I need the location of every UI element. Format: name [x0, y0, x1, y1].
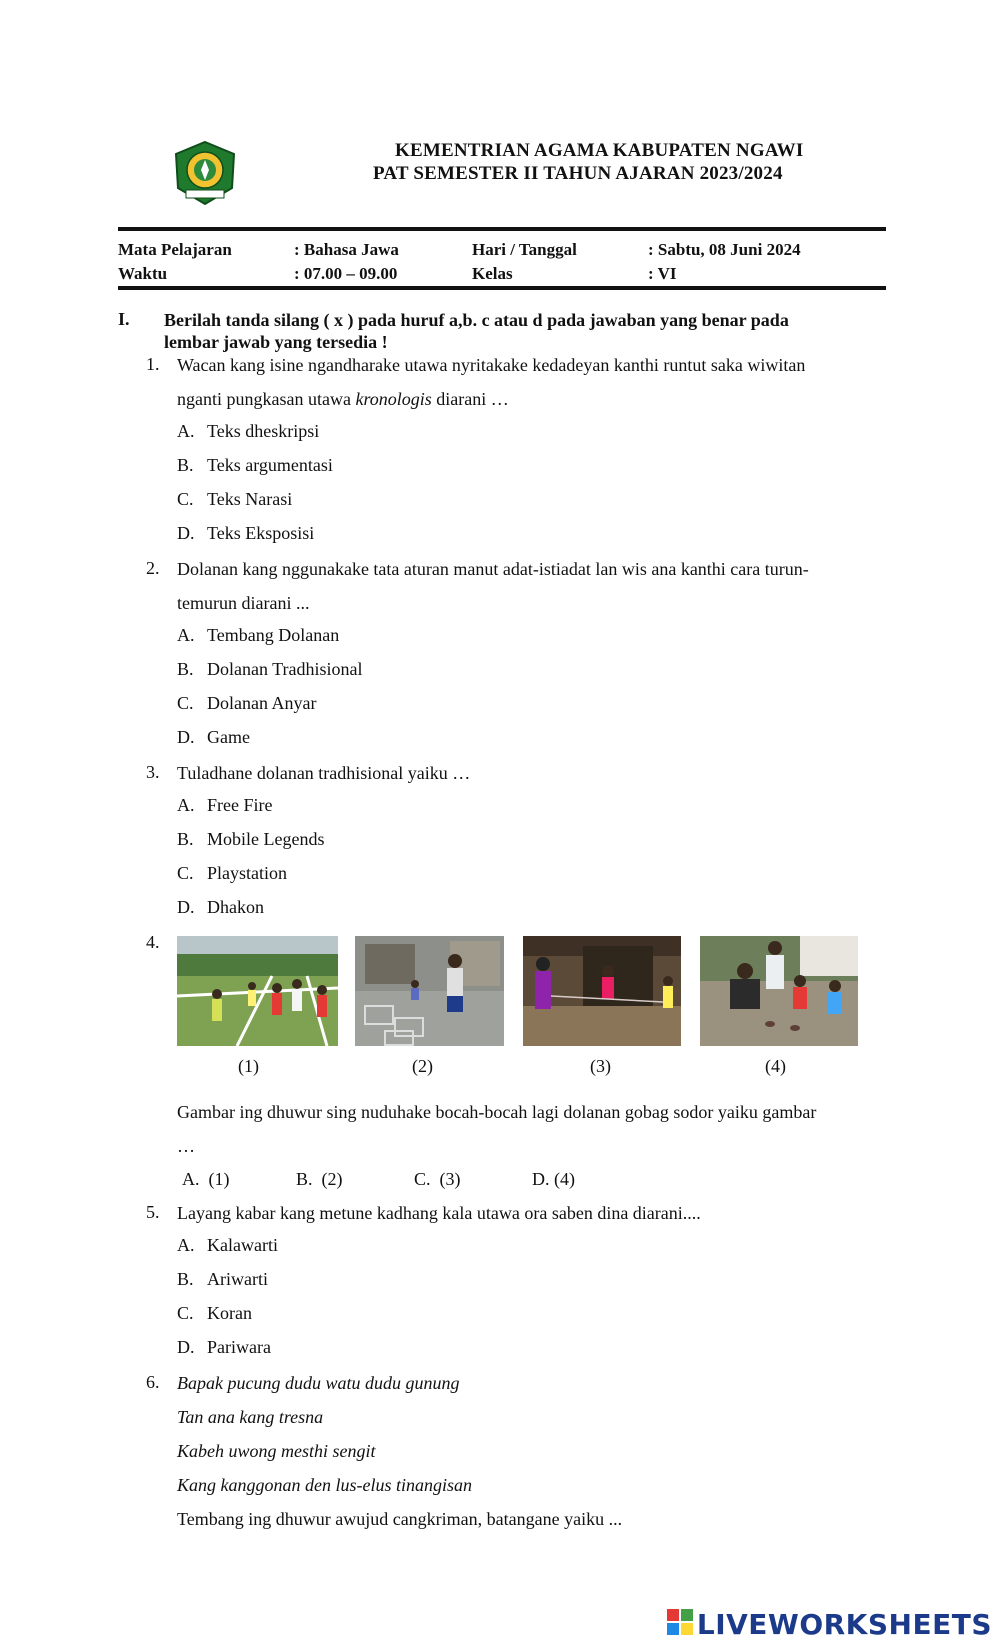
subject-value: : Bahasa Jawa: [294, 240, 399, 259]
option-text: Free Fire: [207, 795, 273, 815]
option-letter: A.: [177, 625, 195, 645]
question-number: 4.: [146, 932, 160, 952]
section-number: I.: [118, 309, 130, 329]
option-d[interactable]: [177, 1337, 271, 1358]
question-6-line: Tembang ing dhuwur awujud cangkriman, batangane yaiku ...: [177, 1509, 623, 1529]
question-number: 1.: [146, 354, 160, 374]
option-text: Tembang Dolanan: [207, 625, 340, 645]
instruction-line: lembar jawab yang tersedia !: [164, 332, 388, 352]
option-b[interactable]: [296, 1169, 343, 1190]
option-letter: C.: [177, 863, 194, 883]
verse-line: Bapak pucung dudu watu dudu gunung: [177, 1373, 460, 1393]
question-4-line: …: [177, 1136, 195, 1156]
class-value: : VI: [648, 264, 677, 283]
option-text: (2): [321, 1169, 343, 1189]
option-text: Teks argumentasi: [207, 455, 333, 475]
option-letter: A.: [177, 421, 195, 441]
verse-line: Kang kanggonan den lus-elus tinangisan: [177, 1475, 472, 1495]
option-letter: A.: [177, 1235, 195, 1255]
question-4-line: Gambar ing dhuwur sing nuduhake bocah-bocah lagi dolanan gobag sodor yaiku gambar: [177, 1102, 817, 1122]
option-letter: D.: [177, 897, 195, 917]
subject-label: Mata Pelajaran: [118, 240, 232, 259]
q1-italic-term: kronologis: [355, 389, 432, 409]
option-text: Mobile Legends: [207, 829, 325, 849]
option-text: Dhakon: [207, 897, 264, 917]
option-letter: A.: [182, 1169, 200, 1189]
caption-1: (1): [238, 1056, 259, 1076]
time-label: Waktu: [118, 264, 168, 283]
watermark-text: LIVEWORKSHEETS: [696, 1608, 992, 1641]
option-text: Dolanan Tradhisional: [207, 659, 363, 679]
option-text: Game: [207, 727, 250, 747]
option-letter: D.: [532, 1169, 550, 1189]
option-a[interactable]: [177, 421, 319, 442]
option-text: Playstation: [207, 863, 287, 883]
option-text: Pariwara: [207, 1337, 271, 1357]
option-letter: D.: [177, 727, 195, 747]
option-text: Teks Narasi: [207, 489, 293, 509]
day-value: : Sabtu, 08 Juni 2024: [648, 240, 801, 259]
option-text: Kalawarti: [207, 1235, 278, 1255]
caption-3: (3): [590, 1056, 611, 1076]
option-letter: D.: [177, 523, 195, 543]
day-label: Hari / Tanggal: [472, 240, 577, 259]
class-label: Kelas: [472, 264, 513, 283]
option-c[interactable]: [177, 693, 316, 714]
option-c[interactable]: [177, 1303, 252, 1324]
option-a[interactable]: [177, 1235, 278, 1256]
kemenag-emblem-icon: [172, 140, 238, 206]
liveworksheets-watermark[interactable]: [667, 1608, 992, 1641]
instruction-line: Berilah tanda silang ( x ) pada huruf a,b. c atau d pada jawaban yang benar pada: [164, 310, 789, 330]
option-a[interactable]: [182, 1169, 230, 1190]
option-text: (1): [208, 1169, 230, 1189]
option-letter: C.: [177, 693, 194, 713]
divider-top: [118, 227, 886, 231]
photo-2-image: [355, 936, 504, 1046]
q1-text: diarani …: [431, 389, 509, 409]
option-letter: D.: [177, 1337, 195, 1357]
verse-line: Tan ana kang tresna: [177, 1407, 324, 1427]
header-subtitle: PAT SEMESTER II TAHUN AJARAN 2023/2024: [373, 163, 783, 184]
caption-4: (4): [765, 1056, 786, 1076]
question-1-line: [177, 387, 509, 411]
option-letter: A.: [177, 795, 195, 815]
photo-4-image: [700, 936, 858, 1046]
question-1-line: Wacan kang isine ngandharake utawa nyritakake kedadeyan kanthi runtut saka wiwitan: [177, 355, 806, 375]
option-letter: C.: [177, 1303, 194, 1323]
option-d[interactable]: [177, 727, 250, 748]
header-title: KEMENTRIAN AGAMA KABUPATEN NGAWI: [395, 140, 804, 161]
divider-bottom: [118, 286, 886, 290]
option-text: (4): [554, 1169, 575, 1189]
question-number: 5.: [146, 1202, 160, 1222]
option-text: Teks Eksposisi: [207, 523, 315, 543]
option-letter: B.: [177, 659, 194, 679]
option-b[interactable]: [177, 659, 363, 680]
option-text: Dolanan Anyar: [207, 693, 317, 713]
verse-line: Kabeh uwong mesthi sengit: [177, 1441, 376, 1461]
option-d[interactable]: [177, 523, 314, 544]
option-text: Koran: [207, 1303, 252, 1323]
option-c[interactable]: [414, 1169, 461, 1190]
option-b[interactable]: [177, 1269, 268, 1290]
option-d[interactable]: [532, 1169, 575, 1190]
section-instruction: [164, 309, 884, 353]
option-letter: B.: [177, 1269, 194, 1289]
option-letter: C.: [177, 489, 194, 509]
photo-3-image: [523, 936, 681, 1046]
q1-text: nganti pungkasan utawa: [177, 389, 356, 409]
time-value: : 07.00 – 09.00: [294, 264, 398, 283]
option-b[interactable]: [177, 455, 333, 476]
photo-1-image: [177, 936, 338, 1046]
option-letter: B.: [296, 1169, 313, 1189]
caption-2: (2): [412, 1056, 433, 1076]
option-text: (3): [439, 1169, 461, 1189]
option-d[interactable]: [177, 897, 264, 918]
option-text: Ariwarti: [207, 1269, 268, 1289]
liveworksheets-logo-icon: [667, 1609, 693, 1640]
option-a[interactable]: [177, 625, 339, 646]
option-c[interactable]: [177, 489, 292, 510]
option-text: Teks dheskripsi: [207, 421, 320, 441]
question-3-line: Tuladhane dolanan tradhisional yaiku …: [177, 763, 471, 783]
option-letter: C.: [414, 1169, 431, 1189]
question-2-line: temurun diarani ...: [177, 593, 310, 613]
question-2-line: Dolanan kang nggunakake tata aturan manut adat-istiadat lan wis ana kanthi cara turun-: [177, 559, 809, 579]
question-number: 2.: [146, 558, 160, 578]
option-b[interactable]: [177, 829, 324, 850]
option-c[interactable]: [177, 863, 287, 884]
option-letter: B.: [177, 829, 194, 849]
option-a[interactable]: [177, 795, 272, 816]
option-letter: B.: [177, 455, 194, 475]
question-5-line: Layang kabar kang metune kadhang kala utawa ora saben dina diarani....: [177, 1203, 701, 1223]
question-number: 6.: [146, 1372, 160, 1392]
question-number: 3.: [146, 762, 160, 782]
